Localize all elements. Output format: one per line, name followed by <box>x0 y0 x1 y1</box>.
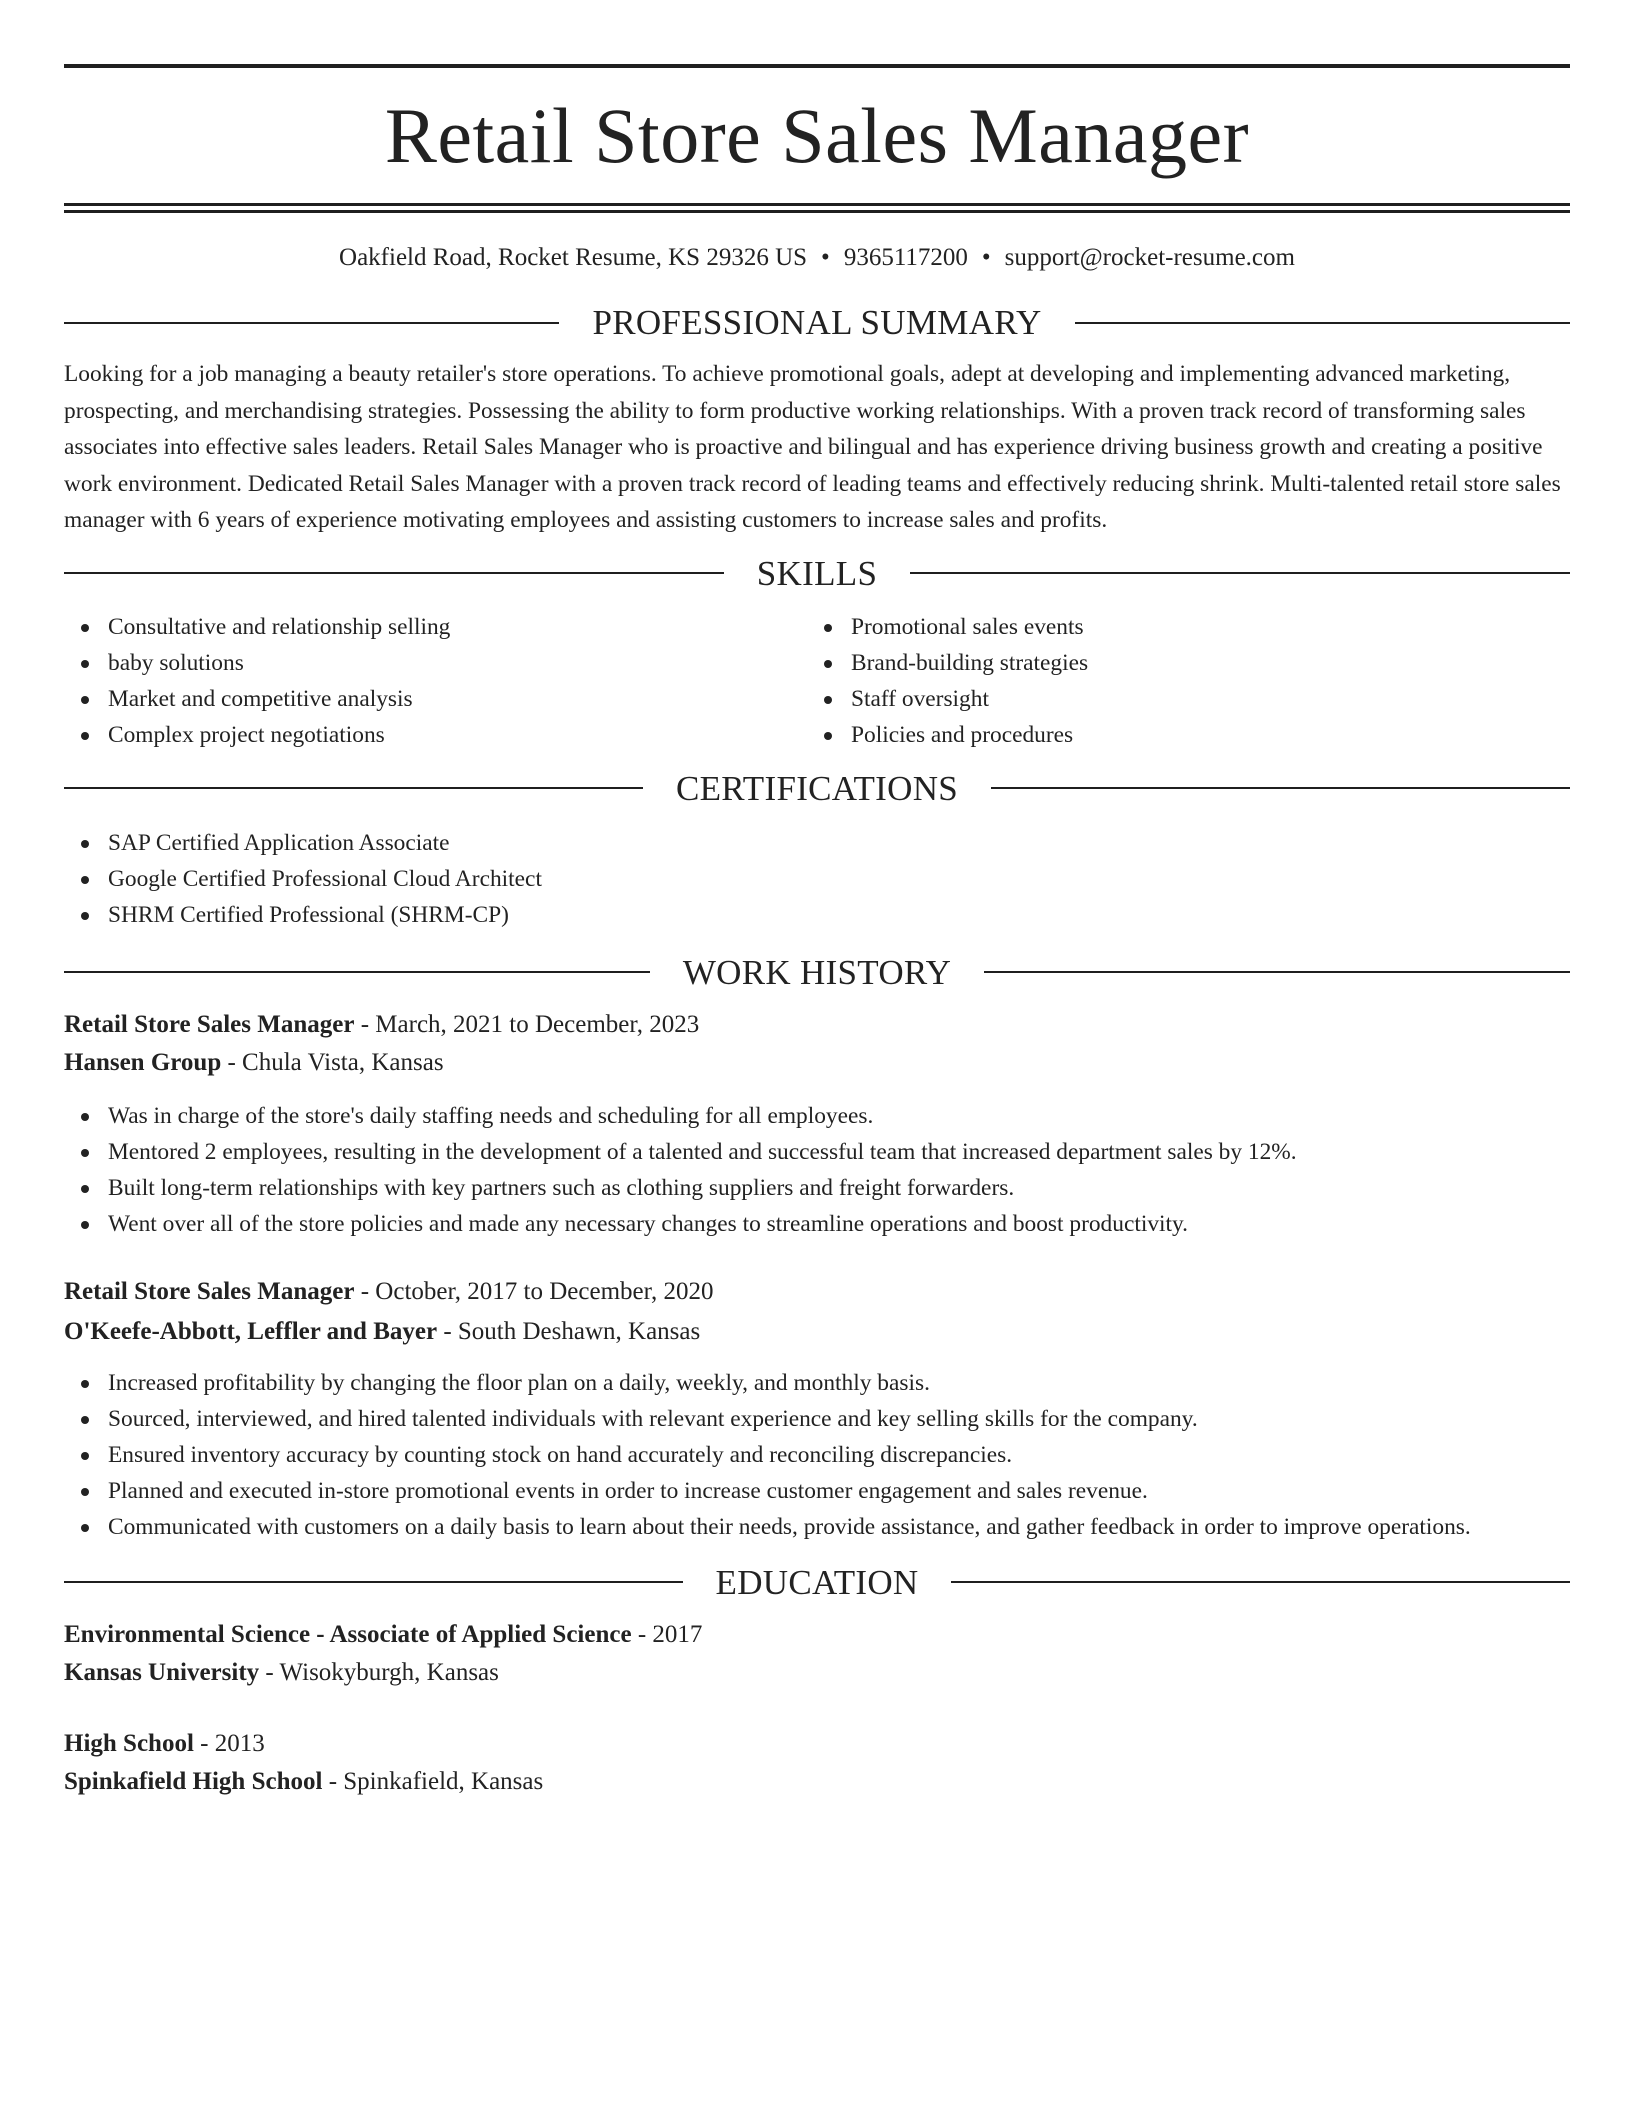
job-company-line <box>64 1044 1570 1082</box>
education-year: - 2017 <box>631 1620 703 1648</box>
section-rule <box>951 1581 1570 1583</box>
education-location: - Spinkafield, Kansas <box>322 1767 544 1795</box>
skill-item: baby solutions <box>108 645 807 681</box>
education-school: Kansas University <box>64 1658 260 1686</box>
contact-email: support@rocket-resume.com <box>1004 244 1295 271</box>
job-bullet: Built long-term relationships with key partners such as clothing suppliers and freight forwarders. <box>108 1170 1570 1206</box>
section-title: SKILLS <box>756 553 878 593</box>
section-rule <box>64 572 724 574</box>
skills-column-right <box>807 609 1550 753</box>
skill-item: Complex project negotiations <box>108 717 807 753</box>
job-bullet: Ensured inventory accuracy by counting stock on hand accurately and reconciling discrepancies. <box>108 1437 1570 1473</box>
job-dates: - March, 2021 to December, 2023 <box>354 1010 700 1038</box>
certification-item: Google Certified Professional Cloud Architect <box>108 861 1570 897</box>
education-location: - Wisokyburgh, Kansas <box>259 1658 499 1686</box>
job-company: O'Keefe-Abbott, Leffler and Bayer <box>64 1317 438 1345</box>
education-school-line <box>64 1763 1570 1801</box>
section-header-certifications <box>64 768 1570 808</box>
section-rule <box>991 787 1570 789</box>
contact-phone: 9365117200 <box>843 244 968 271</box>
job-bullet: Mentored 2 employees, resulting in the development of a talented and successful team that increased department sales by 12%. <box>108 1134 1570 1170</box>
contact-line <box>64 245 1570 270</box>
job-bullet: Sourced, interviewed, and hired talented individuals with relevant experience and key selling skills for the company. <box>108 1401 1570 1437</box>
job-company: Hansen Group <box>64 1048 222 1076</box>
contact-separator: • <box>981 244 991 271</box>
section-rule <box>64 971 650 973</box>
certification-item: SHRM Certified Professional (SHRM-CP) <box>108 897 1570 933</box>
section-rule <box>64 1581 683 1583</box>
job-bullets <box>64 1098 1570 1242</box>
section-title: CERTIFICATIONS <box>675 768 959 808</box>
education-degree-line <box>64 1725 1570 1763</box>
section-header-skills <box>64 553 1570 593</box>
candidate-name: Retail Store Sales Manager <box>384 92 1250 179</box>
job-bullet: Increased profitability by changing the floor plan on a daily, weekly, and monthly basis. <box>108 1365 1570 1401</box>
skill-item: Market and competitive analysis <box>108 681 807 717</box>
education-entry <box>64 1725 1570 1801</box>
job-bullet: Was in charge of the store's daily staffing needs and scheduling for all employees. <box>108 1098 1570 1134</box>
section-rule <box>64 787 643 789</box>
section-rule <box>910 572 1570 574</box>
certification-item: SAP Certified Application Associate <box>108 825 1570 861</box>
contact-separator: • <box>821 244 830 271</box>
skill-item: Staff oversight <box>851 681 1550 717</box>
section-rule <box>64 322 559 324</box>
skill-item: Brand-building strategies <box>851 645 1550 681</box>
job-bullet: Planned and executed in-store promotional events in order to increase customer engagement and sales revenue. <box>108 1473 1570 1509</box>
certifications-list <box>64 825 1570 933</box>
job-role: Retail Store Sales Manager <box>64 1277 355 1305</box>
section-header-education <box>64 1562 1570 1602</box>
job-bullet: Went over all of the store policies and made any necessary changes to streamline operations and boost productivity. <box>108 1206 1570 1242</box>
skill-item: Promotional sales events <box>851 609 1550 645</box>
job-entry <box>64 1273 1570 1545</box>
job-location: - Chula Vista, Kansas <box>221 1048 444 1076</box>
section-rule <box>1075 322 1570 324</box>
skills-column-left <box>64 609 807 753</box>
section-header-summary <box>64 305 1570 340</box>
education-degree: High School <box>64 1729 194 1757</box>
job-location: - South Deshawn, Kansas <box>437 1317 701 1345</box>
job-bullets <box>64 1365 1570 1545</box>
skills-columns <box>64 609 1570 753</box>
section-title: PROFESSIONAL SUMMARY <box>592 303 1042 342</box>
job-company-line <box>64 1313 1570 1351</box>
job-title-line <box>64 1006 1570 1044</box>
section-title: EDUCATION <box>715 1562 919 1602</box>
resume-page <box>64 64 1570 1801</box>
section-title: WORK HISTORY <box>682 952 952 992</box>
education-school: Spinkafield High School <box>64 1767 323 1795</box>
job-dates: - October, 2017 to December, 2020 <box>354 1277 714 1305</box>
section-header-work-history <box>64 952 1570 992</box>
education-degree-line <box>64 1616 1570 1654</box>
job-title-line <box>64 1273 1570 1311</box>
job-bullet: Communicated with customers on a daily basis to learn about their needs, provide assistance, and gather feedback in order to improve operations. <box>108 1509 1570 1545</box>
skill-item: Policies and procedures <box>851 717 1550 753</box>
name-double-rule <box>64 203 1570 213</box>
job-entry <box>64 1006 1570 1242</box>
education-degree: Environmental Science - Associate of Applied Science <box>64 1620 632 1648</box>
contact-address: Oakfield Road, Rocket Resume, KS 29326 US <box>339 244 808 271</box>
education-year: - 2013 <box>193 1729 265 1757</box>
section-rule <box>984 971 1570 973</box>
summary-text: Looking for a job managing a beauty retailer's store operations. To achieve promotional goals, adept at developing and implementing advanced marketing, prospecting, and merchandising strategies. Possessing the ability to form productive working relationships. With a proven track record of transforming sales associates into effective sales leaders. Retail Sales Manager who is proactive and bilingual and has experience driving business growth and creating a positive work environment. Dedicated Retail Sales Manager with a proven track record of leading teams and effectively reducing shrink. Multi-talented retail store sales manager with 6 years of experience motivating employees and assisting customers to increase sales and profits. <box>64 361 1561 533</box>
skill-item: Consultative and relationship selling <box>108 609 807 645</box>
education-entry <box>64 1616 1570 1692</box>
job-role: Retail Store Sales Manager <box>64 1010 355 1038</box>
education-school-line <box>64 1654 1570 1692</box>
